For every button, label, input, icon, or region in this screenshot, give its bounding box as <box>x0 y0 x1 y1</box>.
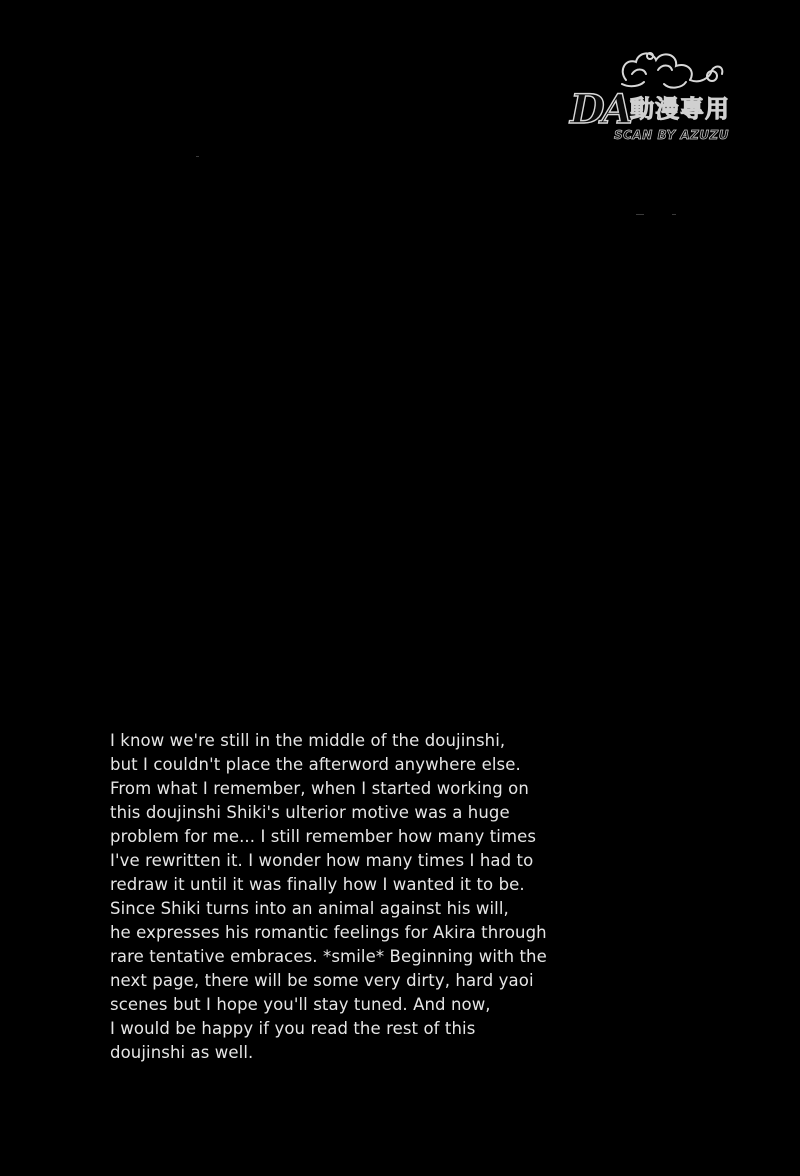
text-line: redraw it until it was finally how I wanted it to be. <box>110 875 525 894</box>
scanlation-watermark <box>566 40 746 150</box>
scan-speck <box>636 214 644 215</box>
watermark-credit: SCAN BY AZUZU <box>614 128 729 142</box>
text-line: but I couldn't place the afterword anywhere else. <box>110 755 521 774</box>
scan-speck <box>672 214 676 215</box>
watermark-cjk-text: 動漫專用 <box>630 95 730 123</box>
text-line: Since Shiki turns into an animal against his will, <box>110 899 509 918</box>
text-line: this doujinshi Shiki's ulterior motive was a huge <box>110 803 510 822</box>
watermark-logo: DA <box>570 86 630 133</box>
text-line: rare tentative embraces. *smile* Beginning with the <box>110 947 547 966</box>
text-line: he expresses his romantic feelings for Akira through <box>110 923 547 942</box>
text-line: doujinshi as well. <box>110 1043 254 1062</box>
text-line: I've rewritten it. I wonder how many times I had to <box>110 851 534 870</box>
text-line: problem for me... I still remember how many times <box>110 827 537 846</box>
afterword-text <box>110 729 550 1065</box>
text-line: next page, there will be some very dirty, hard yaoi <box>110 971 534 990</box>
text-line: I know we're still in the middle of the doujinshi, <box>110 731 506 750</box>
text-line: scenes but I hope you'll stay tuned. And now, <box>110 995 491 1014</box>
text-line: I would be happy if you read the rest of this <box>110 1019 476 1038</box>
text-line: From what I remember, when I started working on <box>110 779 529 798</box>
scan-speck <box>196 156 199 157</box>
